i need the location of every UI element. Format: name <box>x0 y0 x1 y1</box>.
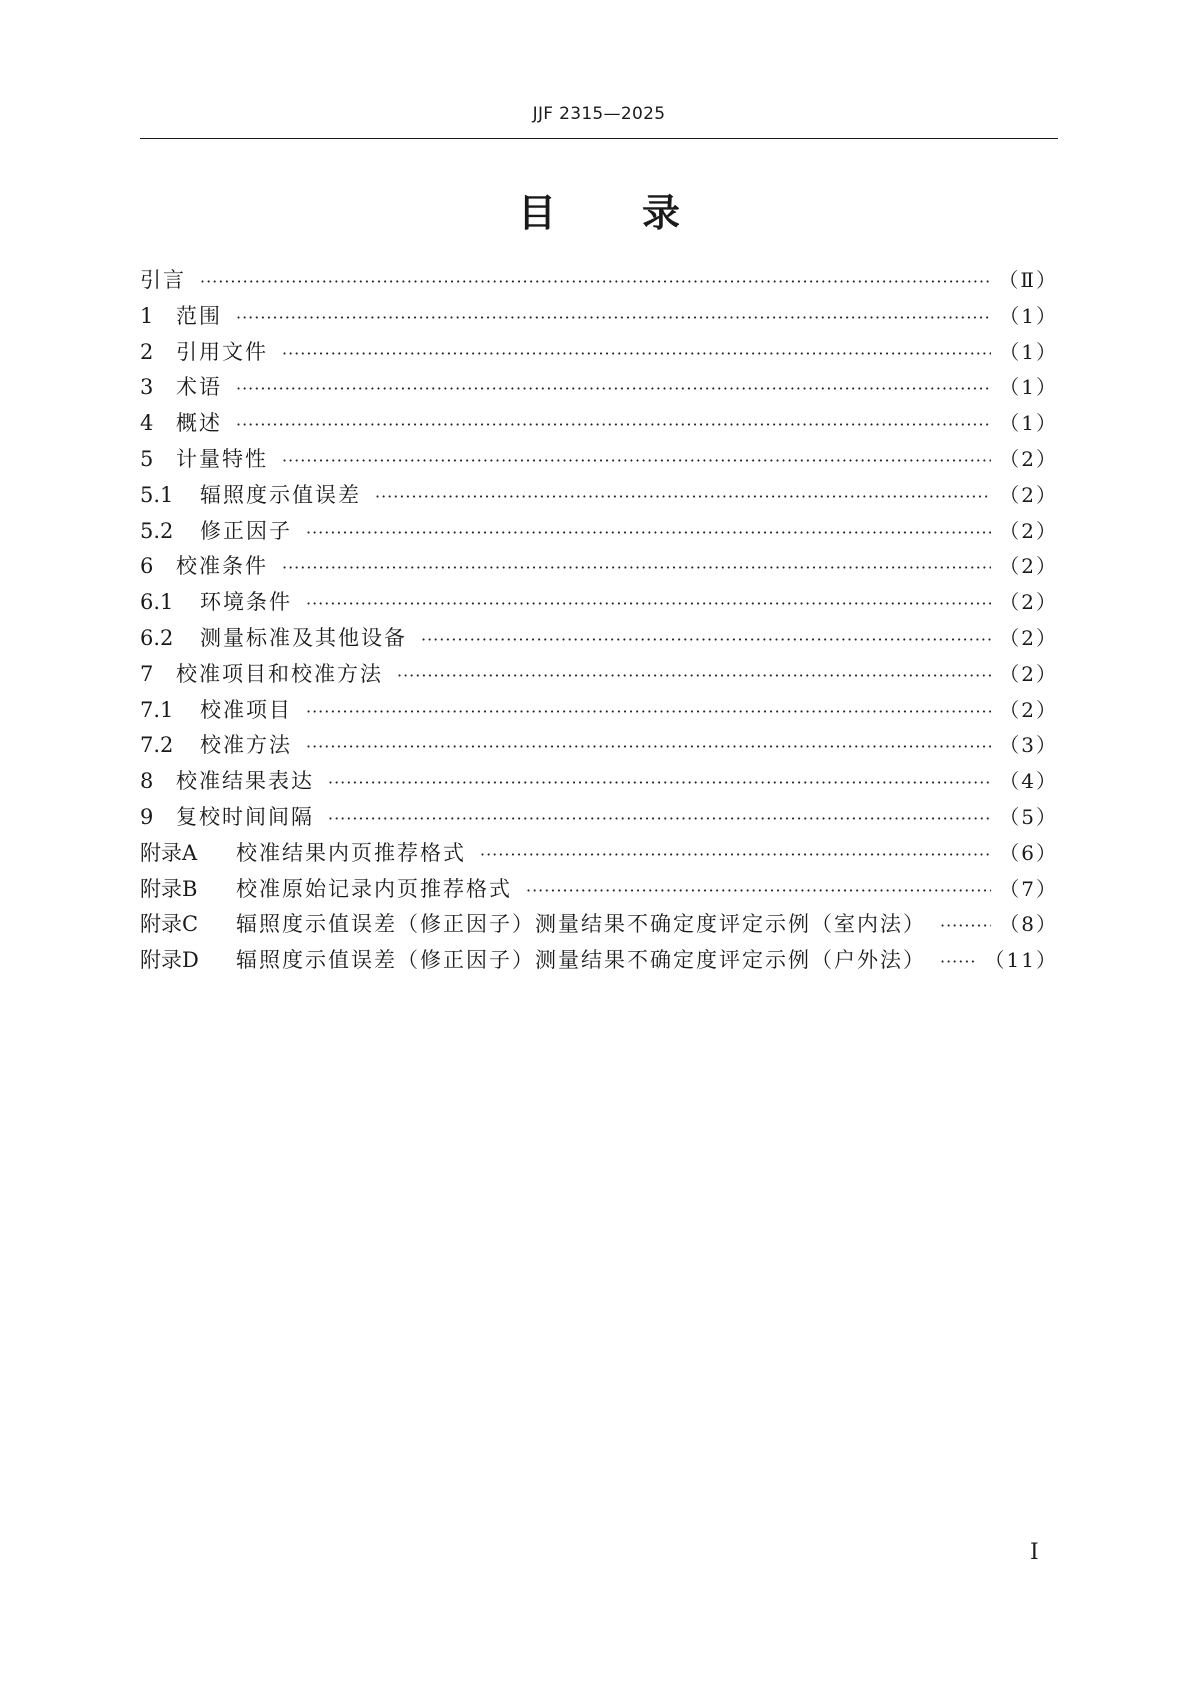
toc-entry-number: 附录C <box>140 912 199 937</box>
toc-entry-number: 7.1 <box>140 697 174 722</box>
toc-entry-label: 校准结果内页推荐格式 <box>236 840 466 865</box>
toc-dot-leader <box>940 952 977 971</box>
toc-entry-number: 9 <box>140 804 154 829</box>
toc-entry[interactable] <box>140 336 1058 372</box>
toc-entry-label: 环境条件 <box>200 590 292 615</box>
toc-title-char-1: 目 <box>517 191 556 235</box>
toc-entry[interactable] <box>140 765 1058 801</box>
toc-entry[interactable] <box>140 407 1058 443</box>
toc-entry-label: 计量特性 <box>176 446 268 471</box>
toc-entry-page: （2） <box>999 697 1058 722</box>
toc-entry-page: （8） <box>999 912 1058 937</box>
toc-title <box>140 182 1058 237</box>
toc-entry-number: 7 <box>140 661 154 686</box>
toc-entry-label: 引用文件 <box>176 339 268 364</box>
toc-entry-number: 附录A <box>140 840 198 865</box>
toc-dot-leader <box>282 558 991 577</box>
toc-dot-leader <box>200 272 990 291</box>
toc-dot-leader <box>328 773 991 792</box>
toc-dot-leader <box>236 379 991 398</box>
toc-entry-page: （5） <box>999 804 1058 829</box>
toc-entry[interactable] <box>140 264 1058 300</box>
toc-entry-page: （2） <box>999 554 1058 579</box>
toc-entry[interactable] <box>140 371 1058 407</box>
toc-entry-page: （11） <box>984 948 1058 973</box>
toc-dot-leader <box>236 415 991 434</box>
toc-entry-page: （2） <box>999 625 1058 650</box>
toc-entry[interactable] <box>140 479 1058 515</box>
toc-entry-label: 校准项目 <box>200 697 292 722</box>
toc-dot-leader <box>526 881 991 900</box>
toc-entry-label: 辐照度示值误差（修正因子）测量结果不确定度评定示例（户外法） <box>236 948 926 973</box>
toc-entry-page: （4） <box>999 769 1058 794</box>
toc-dot-leader <box>306 737 991 756</box>
toc-dot-leader <box>940 916 991 935</box>
toc-entry[interactable] <box>140 729 1058 765</box>
toc-entry[interactable] <box>140 873 1058 909</box>
toc-dot-leader <box>306 702 991 721</box>
toc-entry-page: （2） <box>999 482 1058 507</box>
header-rule <box>140 138 1058 139</box>
toc-entry[interactable] <box>140 944 1058 980</box>
toc-entry[interactable] <box>140 550 1058 586</box>
toc-entry-number: 7.2 <box>140 733 174 758</box>
toc-entry-number: 附录D <box>140 948 199 973</box>
toc-entry-page: （2） <box>999 518 1058 543</box>
document-code-header: JJF 2315—2025 <box>532 104 666 124</box>
toc-entry-number: 4 <box>140 411 154 436</box>
toc-entry-label: 辐照度示值误差（修正因子）测量结果不确定度评定示例（室内法） <box>236 912 926 937</box>
toc-entry-label: 校准条件 <box>176 554 268 579</box>
toc-entry-label: 测量标准及其他设备 <box>200 625 407 650</box>
toc-dot-leader <box>328 809 991 828</box>
toc-entry[interactable] <box>140 837 1058 873</box>
toc-entry-label: 复校时间间隔 <box>176 804 314 829</box>
toc-entry-page: （1） <box>999 303 1058 328</box>
toc-entry-number: 6 <box>140 554 154 579</box>
toc-entry-label: 引言 <box>140 268 186 292</box>
toc-entry-number: 3 <box>140 375 154 400</box>
toc-entry[interactable] <box>140 658 1058 694</box>
toc-entry-label: 校准原始记录内页推荐格式 <box>236 876 512 901</box>
toc-entry-page: （Ⅱ） <box>998 268 1058 292</box>
toc-dot-leader <box>306 523 991 542</box>
toc-entry-label: 范围 <box>176 303 222 328</box>
toc-entry[interactable] <box>140 515 1058 551</box>
toc-dot-leader <box>421 630 991 649</box>
toc-entry-number: 2 <box>140 339 154 364</box>
toc-entry-label: 校准结果表达 <box>176 769 314 794</box>
table-of-contents <box>140 264 1058 980</box>
toc-dot-leader <box>306 594 991 613</box>
toc-entry-number: 6.1 <box>140 590 174 615</box>
toc-entry-label: 校准项目和校准方法 <box>176 661 383 686</box>
toc-entry-number: 5.2 <box>140 518 174 543</box>
toc-entry[interactable] <box>140 622 1058 658</box>
page-number: Ⅰ <box>1030 1540 1039 1565</box>
toc-dot-leader <box>282 451 991 470</box>
toc-entry-label: 术语 <box>176 375 222 400</box>
toc-entry-page: （6） <box>999 840 1058 865</box>
toc-dot-leader <box>375 487 991 506</box>
toc-entry-number: 5 <box>140 446 154 471</box>
toc-entry-page: （7） <box>999 876 1058 901</box>
toc-entry-number: 附录B <box>140 876 198 901</box>
toc-dot-leader <box>282 344 991 363</box>
toc-entry-number: 6.2 <box>140 625 174 650</box>
toc-entry-page: （1） <box>999 411 1058 436</box>
toc-entry-page: （1） <box>999 375 1058 400</box>
toc-dot-leader <box>480 845 991 864</box>
toc-dot-leader <box>236 308 991 327</box>
toc-entry-label: 辐照度示值误差 <box>200 482 361 507</box>
toc-entry-label: 修正因子 <box>200 518 292 543</box>
toc-entry-page: （2） <box>999 590 1058 615</box>
toc-entry-page: （2） <box>999 661 1058 686</box>
toc-entry-page: （1） <box>999 339 1058 364</box>
toc-entry-label: 校准方法 <box>200 733 292 758</box>
toc-entry[interactable] <box>140 443 1058 479</box>
toc-entry-label: 概述 <box>176 411 222 436</box>
toc-entry-number: 5.1 <box>140 482 174 507</box>
toc-entry-number: 8 <box>140 769 154 794</box>
toc-entry[interactable] <box>140 908 1058 944</box>
toc-dot-leader <box>397 666 991 685</box>
toc-entry[interactable] <box>140 300 1058 336</box>
toc-entry[interactable] <box>140 801 1058 837</box>
toc-entry[interactable] <box>140 694 1058 730</box>
toc-title-char-2: 录 <box>642 191 681 235</box>
toc-entry-page: （2） <box>999 446 1058 471</box>
toc-entry-page: （3） <box>999 733 1058 758</box>
toc-entry[interactable] <box>140 586 1058 622</box>
toc-entry-number: 1 <box>140 303 154 328</box>
